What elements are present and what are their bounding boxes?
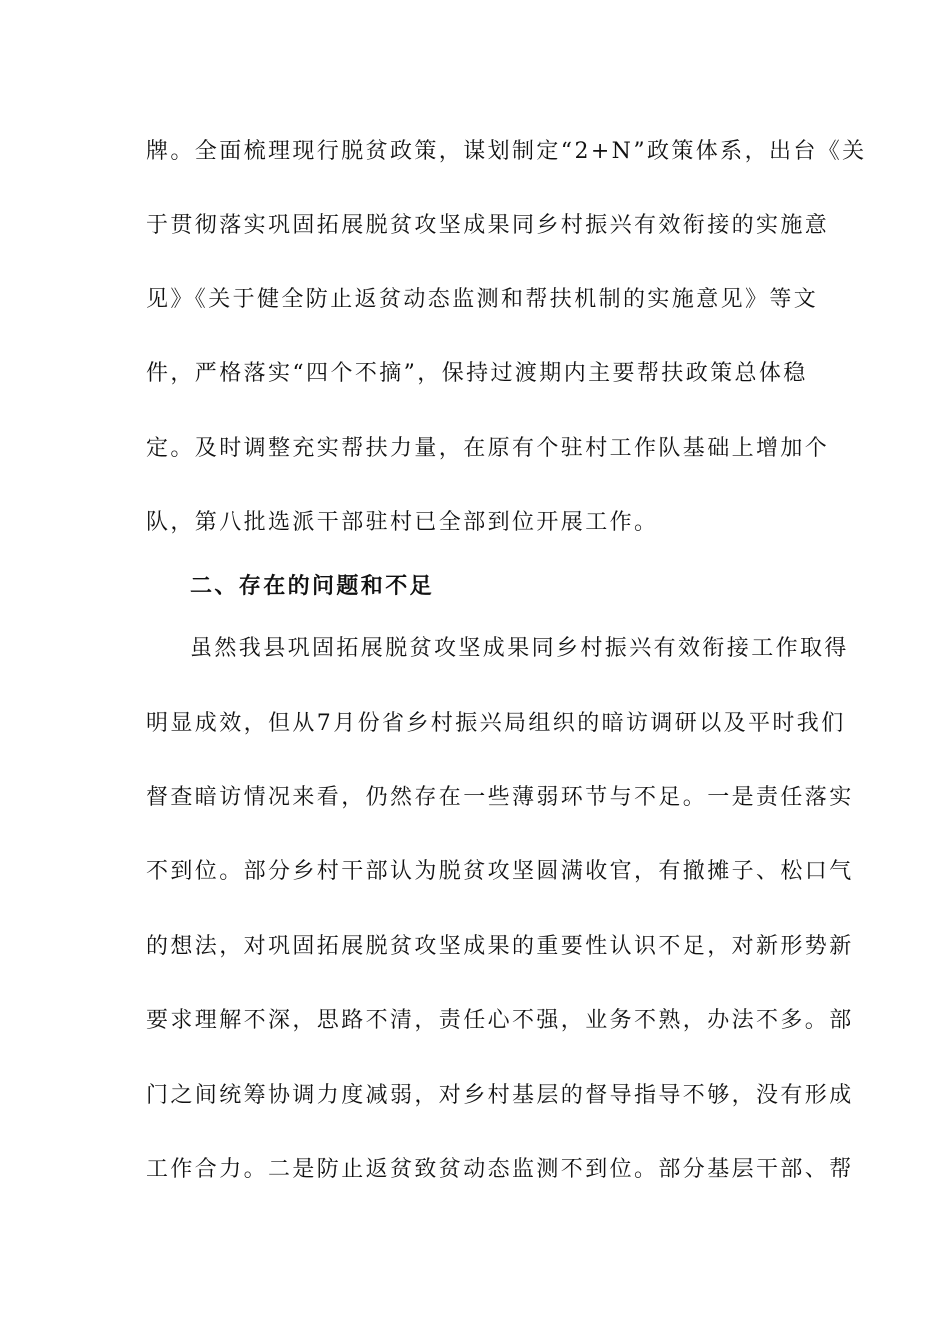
section-heading: 二、存在的问题和不足 [190, 574, 435, 599]
paragraph-2-line-1: 虽然我县巩固拓展脱贫攻坚成果同乡村振兴有效衔接工作取得 [190, 636, 849, 661]
paragraph-2-line-2: 明显成效，但从7月份省乡村振兴局组织的暗访调研以及平时我们 [146, 711, 846, 736]
paragraph-1-line-3: 见》《关于健全防止返贫动态监测和帮扶机制的实施意见》等文 [146, 287, 819, 312]
paragraph-2-line-7: 门之间统筹协调力度减弱，对乡村基层的督导指导不够，没有形成 [146, 1083, 854, 1108]
paragraph-1-line-6: 队，第八批选派干部驻村已全部到位开展工作。 [146, 510, 659, 535]
paragraph-1-line-5: 定。及时调整充实帮扶力量，在原有个驻村工作队基础上增加个 [146, 436, 830, 461]
paragraph-2-line-5: 的想法，对巩固拓展脱贫攻坚成果的重要性认识不足，对新形势新 [146, 934, 854, 959]
paragraph-1-line-4: 件，严格落实“四个不摘”，保持过渡期内主要帮扶政策总体稳 [146, 361, 808, 386]
paragraph-2-line-4: 不到位。部分乡村干部认为脱贫攻坚圆满收官，有撤摊子、松口气 [146, 859, 854, 884]
paragraph-1-line-2: 于贯彻落实巩固拓展脱贫攻坚成果同乡村振兴有效衔接的实施意 [146, 213, 830, 238]
paragraph-1-line-1: 牌。全面梳理现行脱贫政策，谋划制定“2+N”政策体系，出台《关 [146, 139, 867, 164]
paragraph-2-line-3: 督查暗访情况来看，仍然存在一些薄弱环节与不足。一是责任落实 [146, 785, 854, 810]
paragraph-2-line-6: 要求理解不深，思路不清，责任心不强，业务不熟，办法不多。部 [146, 1008, 854, 1033]
paragraph-2-line-8: 工作合力。二是防止返贫致贫动态监测不到位。部分基层干部、帮 [146, 1157, 854, 1182]
